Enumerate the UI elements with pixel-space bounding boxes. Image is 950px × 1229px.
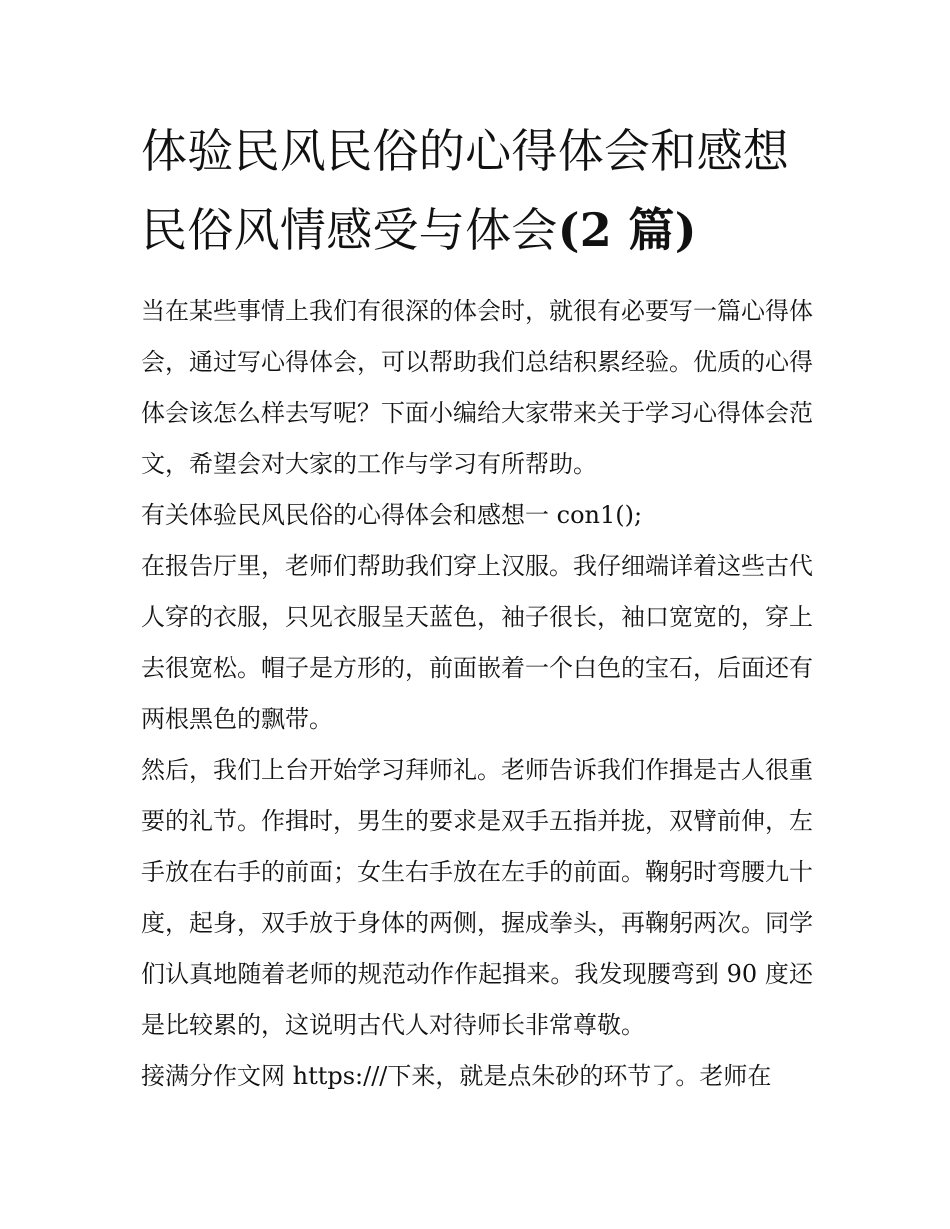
paragraph-heading-one: 有关体验民风民俗的心得体会和感想一 con1(); (141, 501, 643, 530)
document-title (141, 112, 813, 270)
paragraph-ceremony: 然后，我们上台开始学习拜师礼。老师告诉我们作揖是古人很重要的礼节。作揖时，男生的要求是双手五指并拢，双臂前伸，左手放在右手的前面；女生右手放在左手的前面。鞠躬时弯腰九十度，起身，双手放于身体的两侧，握成拳头，再鞠躬两次。同学们认真地随着老师的规范动作作起揖来。我发现腰弯到 90 度还是比较累的，这说明古代人对待师长非常尊敬。 (141, 756, 813, 1040)
paragraph-cinnabar: 接满分作文网 https:///下来，就是点朱砂的环节了。老师在 (141, 1062, 772, 1091)
document-title-count: (2 篇) (557, 203, 697, 258)
document-title-main: 体验民风民俗的心得体会和感想 民俗风情感受与体会 (141, 124, 790, 258)
document-page (141, 112, 813, 1102)
paragraph-intro: 当在某些事情上我们有很深的体会时，就很有必要写一篇心得体会，通过写心得体会，可以帮助我们总结积累经验。优质的心得体会该怎么样去写呢？下面小编给大家带来关于学习心得体会范文，希望会对大家的工作与学习有所帮助。 (141, 297, 813, 479)
paragraph-hanfu: 在报告厅里，老师们帮助我们穿上汉服。我仔细端详着这些古代人穿的衣服，只见衣服呈天蓝色，袖子很长，袖口宽宽的，穿上去很宽松。帽子是方形的，前面嵌着一个白色的宝石，后面还有两根黑色的飘带。 (141, 552, 813, 734)
